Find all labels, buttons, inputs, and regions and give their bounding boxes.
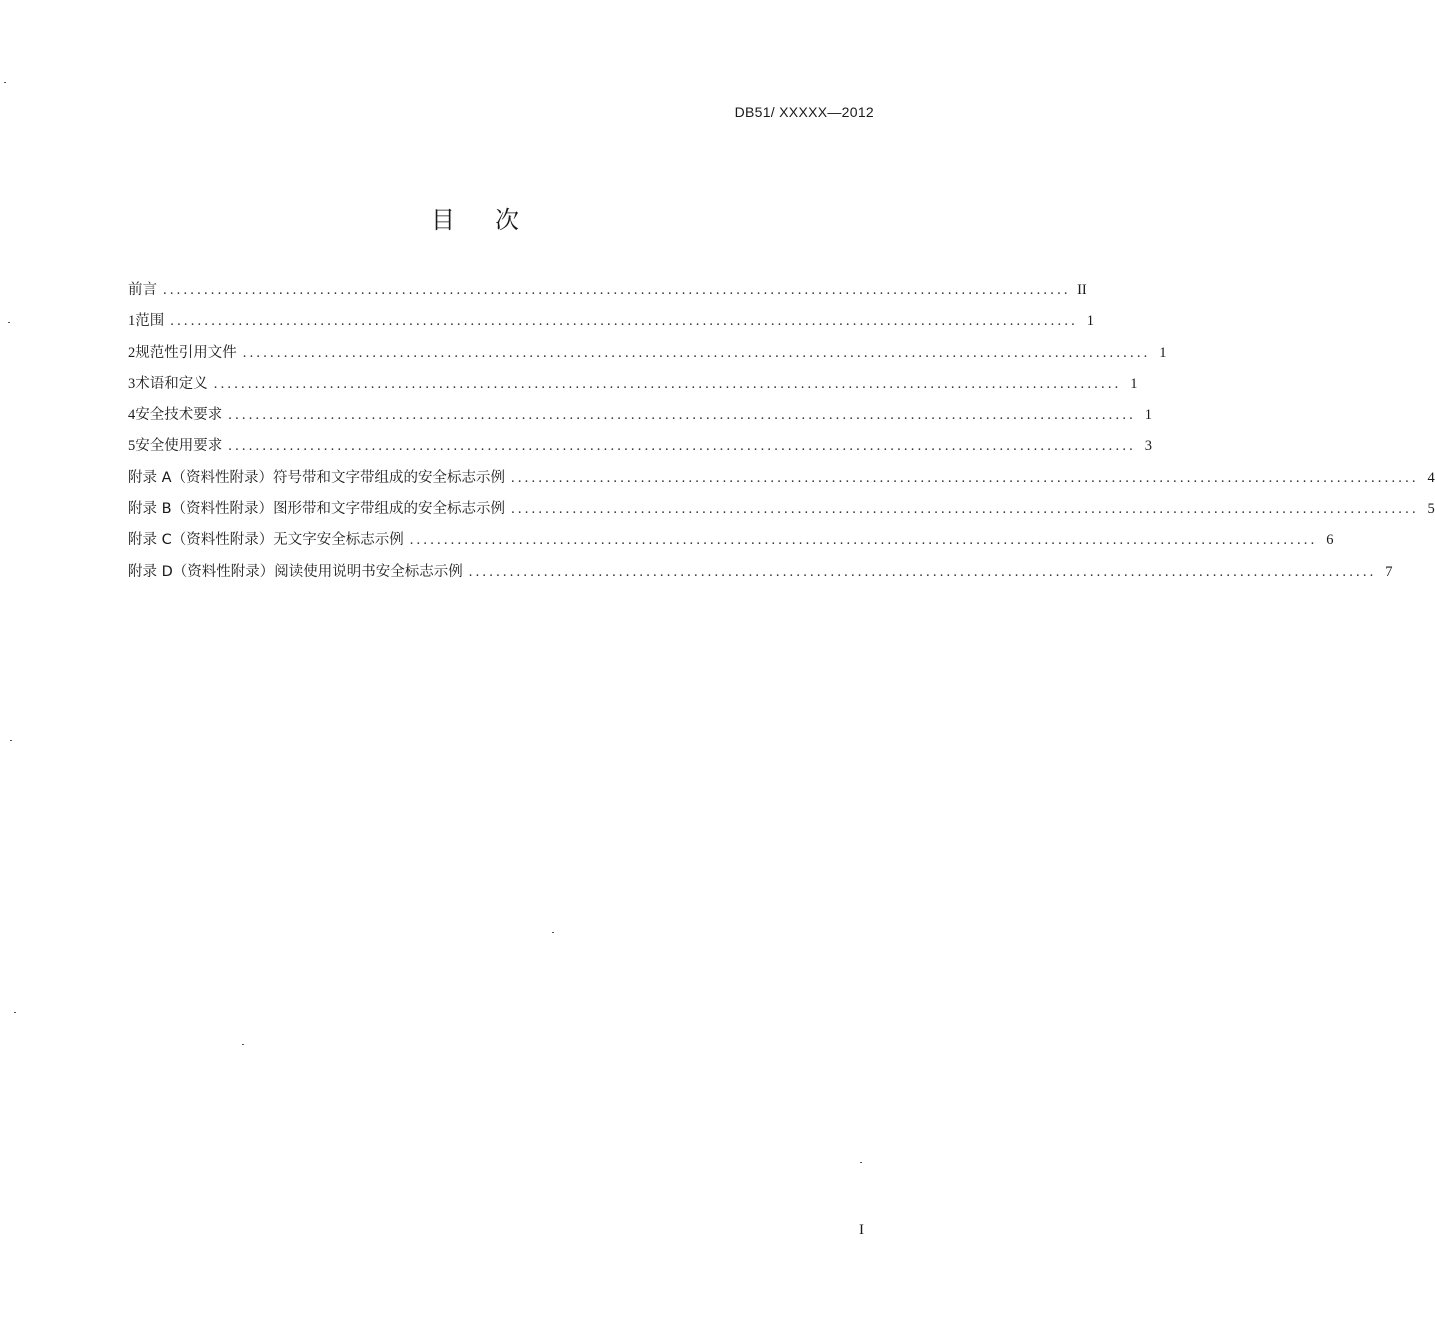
toc-entry-label: 范围 [135,313,165,330]
toc-title: 目次 [431,206,559,234]
toc-entry-safety-usage[interactable] [128,434,1152,465]
scan-speck [860,1162,862,1163]
leader-dots: ..................................................................................................................................... [468,563,1377,580]
toc-entry-normative-references[interactable] [128,341,1167,372]
toc-entry-label: 符号带和文字带组成的安全标志示例 [273,469,506,486]
toc-entry-page: 1 [1144,407,1152,424]
toc-entry-page: 7 [1385,563,1393,580]
toc-entry-page: 4 [1427,469,1435,486]
leader-dots: ..................................................................................................................................... [163,282,1071,298]
toc-entry-annex-d[interactable] [128,560,1393,591]
scan-speck [8,322,10,323]
toc-entry-label: 术语和定义 [135,375,208,392]
toc-entry-number: 2 [128,344,136,361]
toc-entry-annex-prefix: 附录 A（资料性附录） [128,469,274,486]
toc-entry-annex-c[interactable] [128,528,1334,559]
toc-entry-annex-prefix: 附录 D（资料性附录） [128,563,275,580]
leader-dots: ..................................................................................................................................... [511,501,1419,518]
toc-entry-label: 图形带和文字带组成的安全标志示例 [273,501,506,518]
toc-entry-label: 安全技术要求 [135,407,223,424]
toc-entry-page: 5 [1427,501,1435,518]
toc-entry-label: 无文字安全标志示例 [273,532,404,549]
toc-list [128,278,1435,591]
toc-entry-number: 3 [128,375,136,392]
toc-entry-label: 前言 [128,282,157,298]
toc-entry-label: 阅读使用说明书安全标志示例 [274,563,463,580]
toc-entry-page: 3 [1144,438,1152,455]
scan-speck [14,1012,16,1013]
toc-entry-annex-prefix: 附录 B（资料性附录） [128,501,274,518]
toc-entry-annex-b[interactable] [128,497,1435,528]
toc-entry-label: 安全使用要求 [135,438,223,455]
leader-dots: ..................................................................................................................................... [242,344,1151,361]
toc-entry-number: 1 [128,313,136,330]
page-number: I [859,1222,864,1238]
toc-entry-label: 规范性引用文件 [135,344,237,361]
scan-speck [242,1044,244,1045]
toc-entry-page: 1 [1159,344,1167,361]
toc-entry-page: 1 [1130,375,1138,392]
leader-dots: ..................................................................................................................................... [170,313,1078,330]
scan-speck [10,740,12,741]
toc-entry-terms[interactable] [128,372,1138,403]
toc-entry-safety-technical[interactable] [128,403,1152,434]
toc-entry-preface[interactable] [128,278,1087,309]
toc-entry-number: 5 [128,438,136,455]
toc-entry-number: 4 [128,407,136,424]
toc-entry-scope[interactable] [128,309,1094,340]
leader-dots: ..................................................................................................................................... [511,469,1419,486]
leader-dots: ..................................................................................................................................... [228,407,1136,424]
toc-entry-annex-a[interactable] [128,466,1435,497]
document-code: DB51/ XXXXX—2012 [734,104,874,120]
scan-speck [4,82,6,83]
scan-speck [552,932,554,933]
toc-entry-annex-prefix: 附录 C（资料性附录） [128,532,274,549]
toc-entry-page: II [1077,282,1087,298]
toc-entry-page: 1 [1086,313,1094,330]
leader-dots: ..................................................................................................................................... [213,375,1122,392]
leader-dots: ..................................................................................................................................... [409,532,1318,549]
toc-entry-page: 6 [1326,532,1334,549]
leader-dots: ..................................................................................................................................... [228,438,1136,455]
